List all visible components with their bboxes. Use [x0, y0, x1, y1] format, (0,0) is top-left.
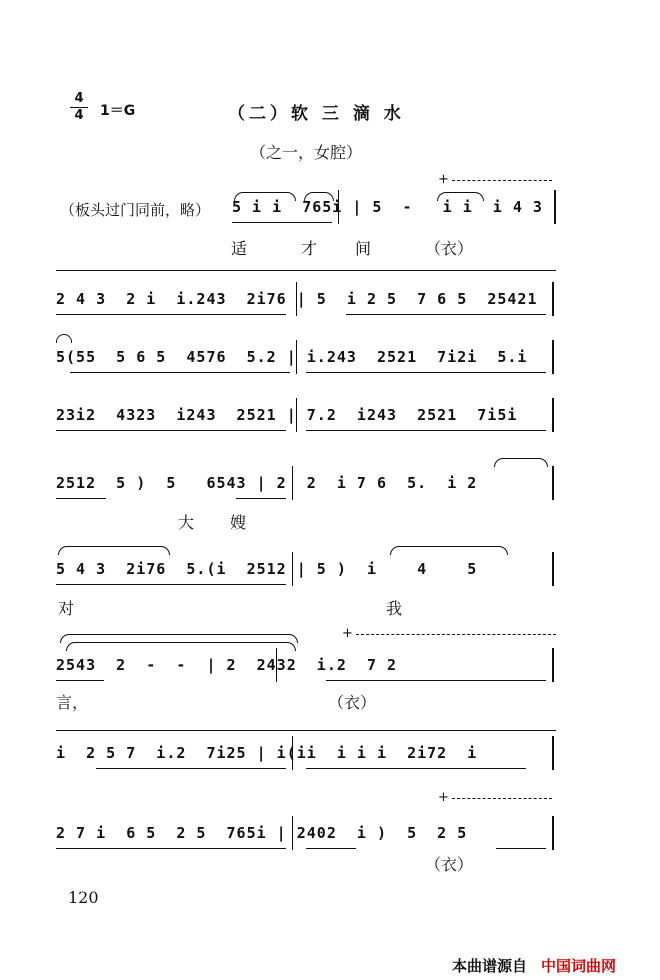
notation-line-3: 5(55 5 6 5 4576 5.2 | i.243 2521 7i2i 5.i [56, 348, 528, 366]
lyric: 我 [386, 599, 403, 618]
source-credit [452, 955, 616, 976]
lyric: 适 [231, 239, 248, 258]
time-signature [70, 92, 88, 123]
score-line-8 [56, 736, 556, 776]
notation-line-2: 2 4 3 2 i i.243 2i76 | 5 i 2 5 7 6 5 25421 [56, 290, 538, 308]
score-line-4 [56, 398, 556, 438]
notation-line-7: 2543 2 - - | 2 2432 i.2 7 2 [56, 656, 398, 674]
time-signature-bottom: 4 [74, 108, 84, 123]
score-line-5 [56, 466, 556, 506]
notation-line-9: 2 7 i 6 5 2 5 765i | 2402 i ) 5 2 5 [56, 824, 468, 842]
notation-line-6: 5 4 3 2i76 5.(i 2512 | 5 ) i 4 5 [56, 560, 478, 578]
lyric: （衣） [425, 855, 474, 874]
source-site-link[interactable]: 中国词曲网 [541, 957, 617, 975]
time-signature-top: 4 [74, 91, 84, 106]
lyric: （衣） [328, 693, 377, 712]
score-line-1: 5 i i 765i | 5 - i i i 4 3 + [232, 190, 562, 230]
lyric: 嫂 [230, 513, 247, 532]
lyric: 言， [56, 693, 89, 712]
lyric: 对 [58, 599, 75, 618]
notation-line-5: 2512 5 ) 5 6543 | 2 2 i 7 6 5. i 2 [56, 474, 478, 492]
score-line-6 [56, 552, 556, 592]
notation-line-8: i 2 5 7 i.2 7i25 | i(ii i i i 2i72 i [56, 744, 478, 762]
page-number: 120 [68, 888, 99, 907]
notation-line-1: 5 i i 765i | 5 - i i i 4 3 [232, 198, 543, 216]
lyric: 才 [301, 239, 318, 258]
lyric: 间 [355, 239, 372, 258]
intro-note: （板头过门同前，略） [60, 201, 211, 219]
notation-line-4: 23i2 4323 i243 2521 | 7.2 i243 2521 7i5i [56, 406, 518, 424]
score-line-9: + 2 7 i 6 5 2 5 765i | 2402 i ) 5 2 5 [56, 816, 556, 856]
lyric: （衣） [425, 239, 474, 258]
score-line-3 [56, 340, 556, 380]
source-label: 本曲谱源自 [452, 957, 528, 975]
lyric: 大 [178, 513, 195, 532]
piece-subtitle: （之一，女腔） [250, 143, 363, 162]
key-signature: 1＝G [100, 103, 136, 119]
score-line-2 [56, 282, 556, 322]
piece-title: （二）软 三 滴 水 [228, 104, 405, 124]
score-line-7: + 2543 2 - - | 2 2432 i.2 7 2 [56, 648, 556, 688]
